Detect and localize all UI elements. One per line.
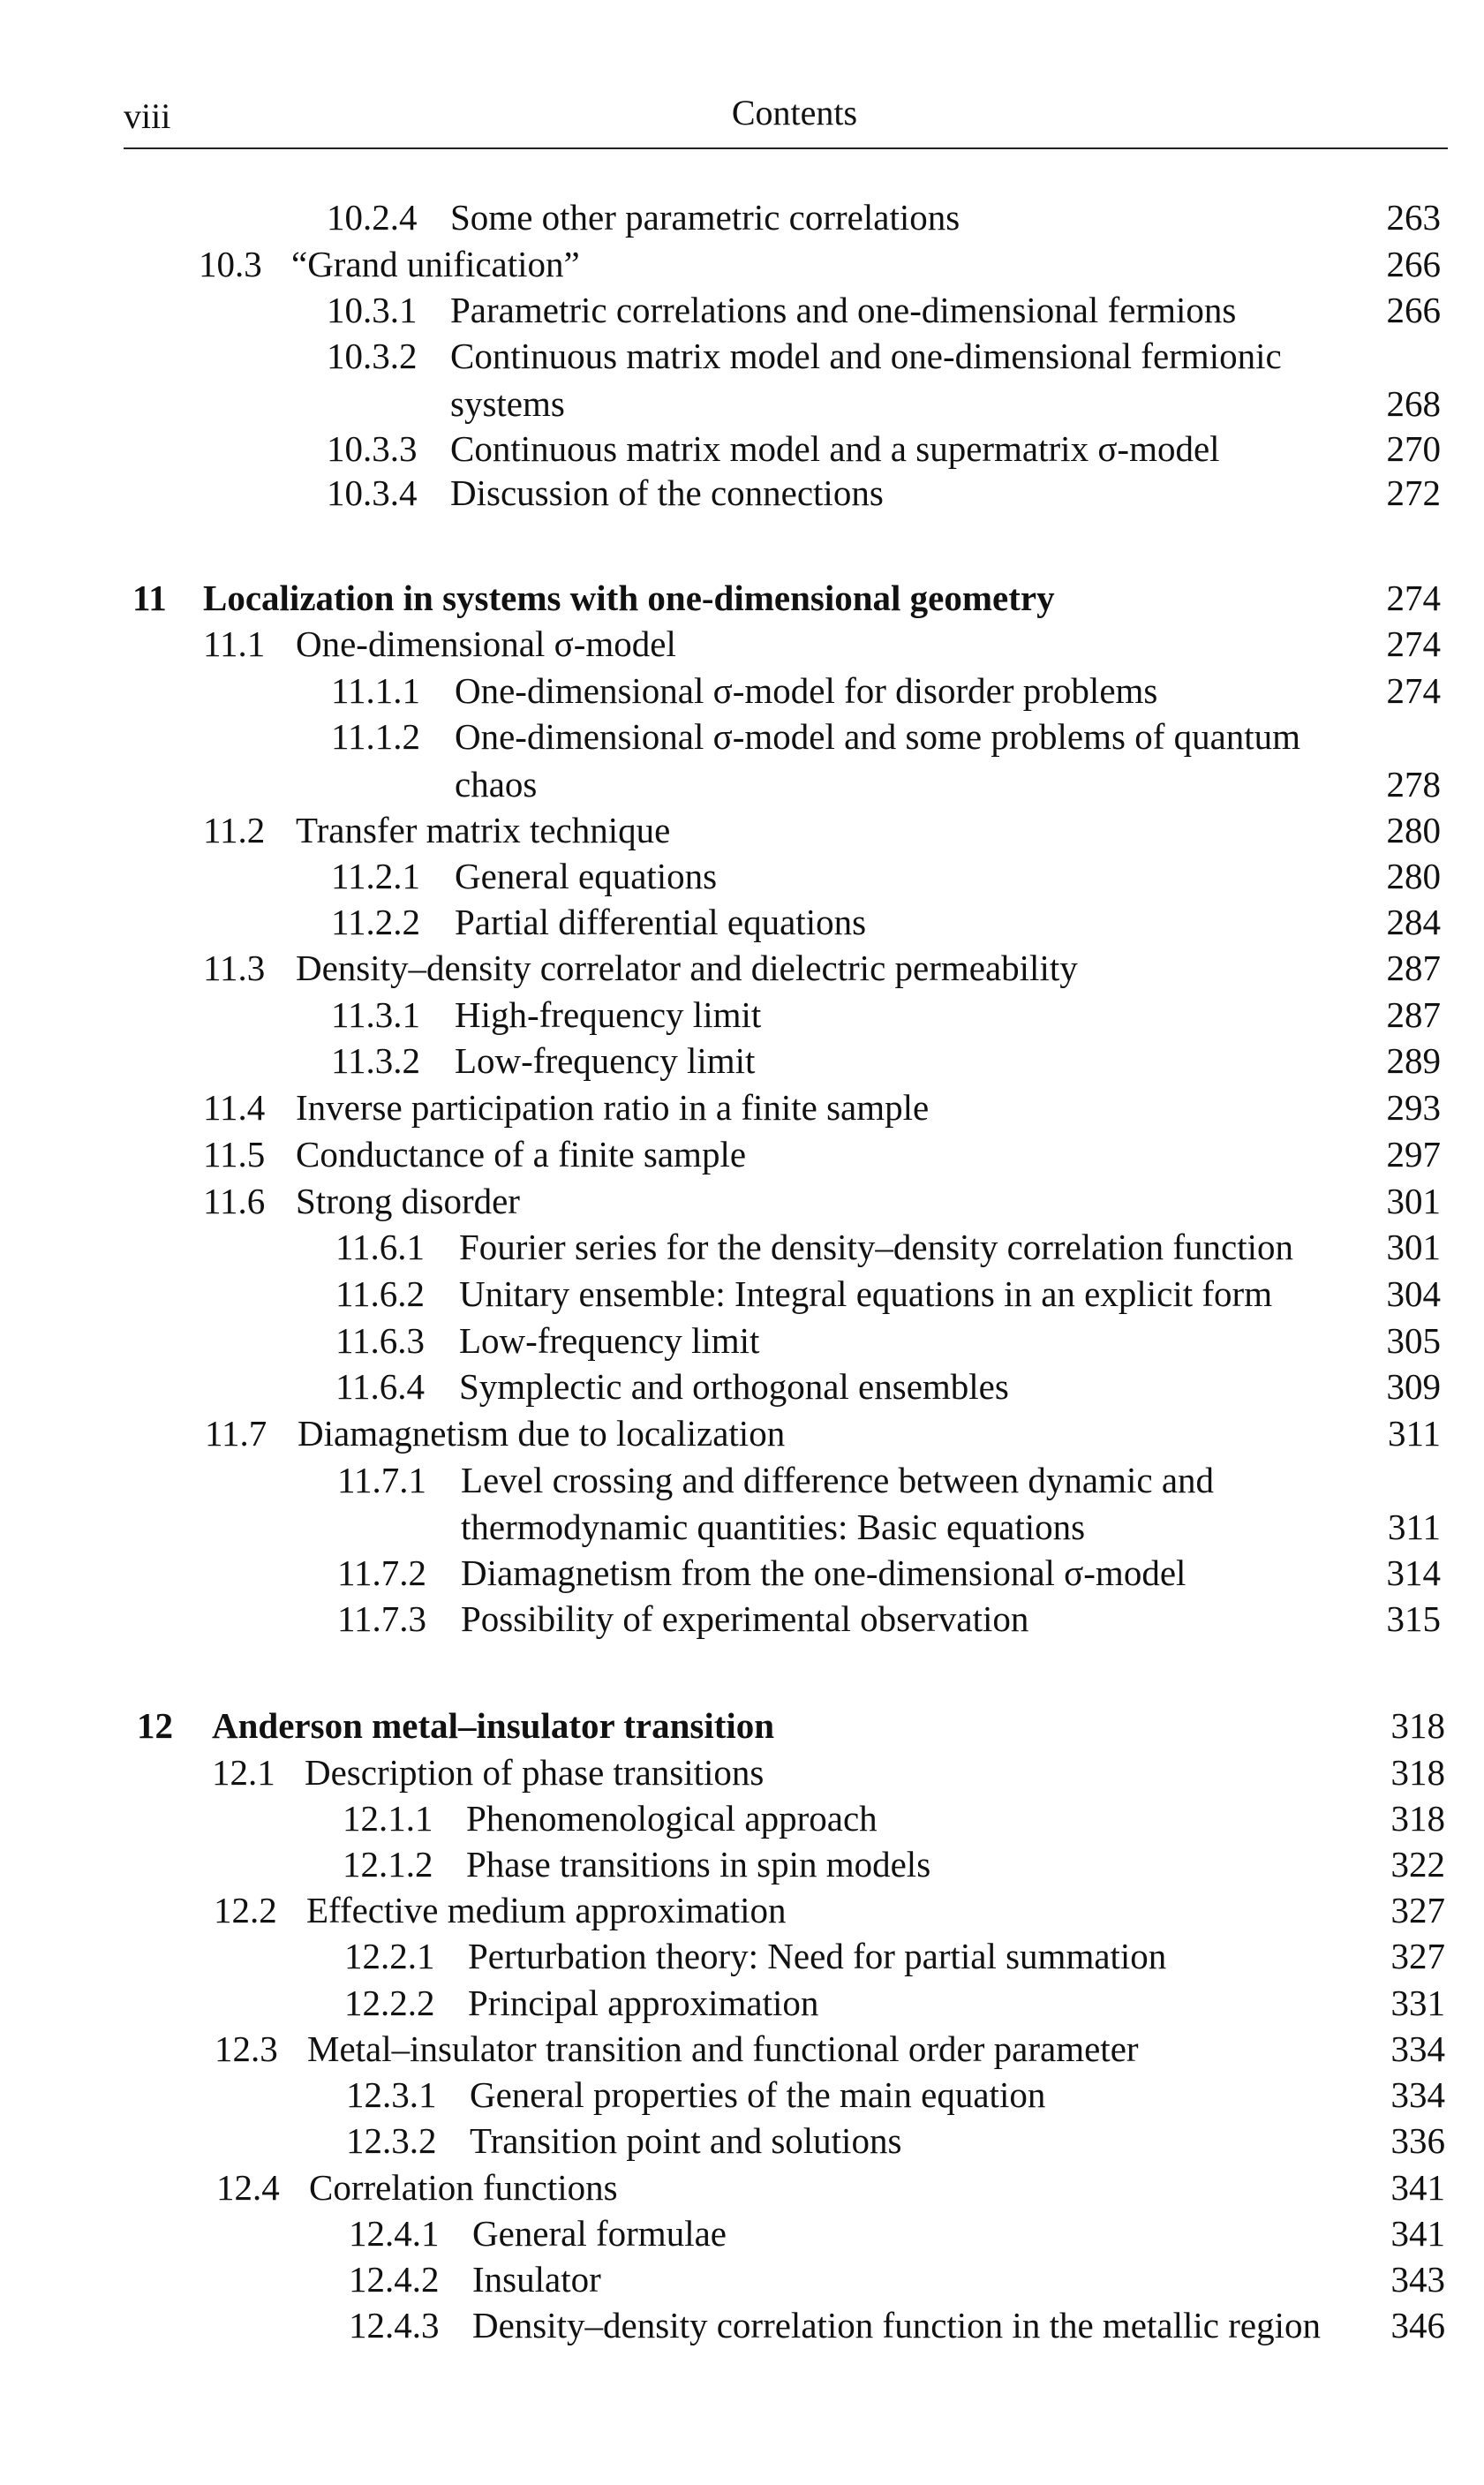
toc-entry-11-1[interactable] bbox=[203, 622, 1441, 666]
toc-entry-11-2-2[interactable] bbox=[331, 900, 1441, 944]
chapter-number: 12 bbox=[137, 1705, 173, 1746]
section-number: 11.7.3 bbox=[337, 1598, 426, 1639]
section-number: 12.2.2 bbox=[344, 1983, 435, 2023]
toc-entry-11-7-2[interactable] bbox=[337, 1551, 1441, 1595]
section-title: Symplectic and orthogonal ensembles bbox=[459, 1366, 1009, 1407]
section-title: Insulator bbox=[472, 2259, 601, 2300]
toc-entry-11-6-4[interactable] bbox=[335, 1364, 1441, 1409]
section-number: 12.1 bbox=[212, 1752, 275, 1793]
toc-entry-12-3[interactable] bbox=[215, 2027, 1445, 2071]
section-number: 11.6.1 bbox=[335, 1227, 425, 1267]
section-title: Correlation functions bbox=[309, 2167, 618, 2208]
section-title: Principal approximation bbox=[468, 1983, 819, 2023]
section-number: 12.4 bbox=[216, 2167, 280, 2208]
page-ref: 311 bbox=[1388, 1413, 1441, 1454]
toc-entry-12-4-1[interactable] bbox=[349, 2211, 1445, 2255]
section-number: 10.3.3 bbox=[327, 428, 418, 469]
page-ref: 274 bbox=[1386, 670, 1441, 711]
page-ref: 346 bbox=[1390, 2305, 1445, 2345]
page-ref: 341 bbox=[1390, 2167, 1445, 2208]
section-title: Continuous matrix model and a supermatrix σ-model bbox=[450, 428, 1220, 469]
section-title-continuation: chaos bbox=[455, 764, 538, 804]
section-title: One-dimensional σ-model and some problems of quantum bbox=[455, 716, 1301, 757]
section-title: Density–density correlation function in the metallic region bbox=[472, 2305, 1321, 2345]
toc-entry-11-7[interactable] bbox=[205, 1411, 1441, 1455]
section-title: Transition point and solutions bbox=[470, 2120, 902, 2161]
toc-entry-12-2-2[interactable] bbox=[344, 1981, 1445, 2025]
page-ref: 318 bbox=[1390, 1705, 1445, 1746]
page-ref: 268 bbox=[1386, 383, 1441, 424]
page-ref: 272 bbox=[1386, 472, 1441, 513]
toc-entry-10-2-4[interactable] bbox=[327, 195, 1441, 239]
page-ref: 266 bbox=[1386, 244, 1441, 284]
section-title: “Grand unification” bbox=[291, 244, 580, 284]
section-title: Level crossing and difference between dynamic and bbox=[461, 1460, 1215, 1500]
section-number: 11.6.4 bbox=[335, 1366, 425, 1407]
section-number: 10.3 bbox=[199, 244, 262, 284]
section-number: 11.3.2 bbox=[331, 1040, 420, 1081]
section-number: 11.7.1 bbox=[337, 1460, 426, 1500]
section-title: Effective medium approximation bbox=[306, 1890, 787, 1930]
section-title: Inverse participation ratio in a finite sample bbox=[296, 1087, 930, 1128]
section-number: 11.1 bbox=[203, 623, 266, 664]
page-ref: 301 bbox=[1386, 1181, 1441, 1221]
section-title: General equations bbox=[455, 856, 718, 896]
page-ref: 284 bbox=[1386, 902, 1441, 942]
section-title: Phenomenological approach bbox=[466, 1798, 878, 1839]
page-ref: 327 bbox=[1390, 1890, 1445, 1930]
page-ref: 280 bbox=[1386, 856, 1441, 896]
chapter-title: Localization in systems with one-dimensional geometry bbox=[203, 578, 1055, 618]
toc-entry-10-3-3[interactable] bbox=[327, 427, 1441, 471]
page-number: viii bbox=[124, 96, 171, 136]
page-ref: 322 bbox=[1390, 1844, 1445, 1885]
section-title: High-frequency limit bbox=[455, 994, 762, 1035]
section-number: 11.2.1 bbox=[331, 856, 420, 896]
section-number: 11.3.1 bbox=[331, 994, 420, 1035]
section-title: Description of phase transitions bbox=[305, 1752, 765, 1793]
page-ref: 305 bbox=[1386, 1320, 1441, 1361]
page-ref: 289 bbox=[1386, 1040, 1441, 1081]
toc-entry-11-6-2[interactable] bbox=[335, 1272, 1441, 1316]
section-title: Parametric correlations and one-dimensional fermions bbox=[450, 290, 1237, 330]
toc-entry-12-3-1[interactable] bbox=[346, 2073, 1445, 2117]
toc-entry-11-7-1[interactable] bbox=[337, 1458, 1441, 1502]
toc-entry-11-7-1-continuation[interactable] bbox=[461, 1505, 1441, 1549]
page-ref: 309 bbox=[1386, 1366, 1441, 1407]
page-ref: 266 bbox=[1386, 290, 1441, 330]
section-title: Phase transitions in spin models bbox=[466, 1844, 931, 1885]
page-ref: 327 bbox=[1390, 1936, 1445, 1976]
section-title-continuation: thermodynamic quantities: Basic equations bbox=[461, 1507, 1086, 1547]
running-title: Contents bbox=[731, 93, 858, 132]
section-number: 11.6.3 bbox=[335, 1320, 425, 1361]
section-title: Low-frequency limit bbox=[459, 1320, 760, 1361]
section-number: 11.1.1 bbox=[331, 670, 420, 711]
section-title: Discussion of the connections bbox=[450, 472, 884, 513]
toc-entry-12-1-1[interactable] bbox=[343, 1796, 1445, 1840]
section-title: General properties of the main equation bbox=[470, 2074, 1046, 2115]
section-number: 12.1.1 bbox=[343, 1798, 433, 1839]
section-number: 11.6 bbox=[203, 1181, 266, 1221]
section-number: 11.5 bbox=[203, 1134, 266, 1175]
toc-entry-11-3-1[interactable] bbox=[331, 993, 1441, 1037]
section-number: 11.3 bbox=[203, 948, 266, 988]
section-title: Possibility of experimental observation bbox=[461, 1598, 1029, 1639]
toc-entry-11-1-2-continuation[interactable] bbox=[455, 762, 1441, 806]
section-title: Partial differential equations bbox=[455, 902, 867, 942]
page-ref: 301 bbox=[1386, 1227, 1441, 1267]
toc-entry-12-3-2[interactable] bbox=[346, 2119, 1445, 2163]
chapter-title: Anderson metal–insulator transition bbox=[212, 1705, 775, 1746]
page-ref: 336 bbox=[1390, 2120, 1445, 2161]
section-number: 12.4.3 bbox=[349, 2305, 440, 2345]
toc-entry-11-3-2[interactable] bbox=[331, 1039, 1441, 1083]
section-title: Transfer matrix technique bbox=[296, 810, 671, 850]
section-number: 12.3 bbox=[215, 2028, 278, 2069]
page-ref: 274 bbox=[1386, 623, 1441, 664]
section-title: Diamagnetism due to localization bbox=[298, 1413, 786, 1454]
section-title: Some other parametric correlations bbox=[450, 197, 960, 238]
page-ref: 343 bbox=[1390, 2259, 1445, 2300]
section-number: 11.6.2 bbox=[335, 1273, 425, 1314]
section-title: Fourier series for the density–density correlation function bbox=[459, 1227, 1294, 1267]
toc-entry-12-1[interactable] bbox=[212, 1750, 1445, 1794]
chapter-number: 11 bbox=[132, 578, 167, 618]
toc-entry-11-2[interactable] bbox=[203, 808, 1441, 852]
page-ref: 297 bbox=[1386, 1134, 1441, 1175]
section-title: Metal–insulator transition and functional order parameter bbox=[307, 2028, 1139, 2069]
section-title: Perturbation theory: Need for partial summation bbox=[468, 1936, 1167, 1976]
page-ref: 334 bbox=[1390, 2028, 1445, 2069]
section-title: Low-frequency limit bbox=[455, 1040, 756, 1081]
section-title: Unitary ensemble: Integral equations in an explicit form bbox=[459, 1273, 1273, 1314]
section-number: 10.3.1 bbox=[327, 290, 418, 330]
section-number: 12.3.1 bbox=[346, 2074, 437, 2115]
section-number: 11.7.2 bbox=[337, 1552, 426, 1593]
section-title: General formulae bbox=[472, 2213, 727, 2254]
page-ref: 270 bbox=[1386, 428, 1441, 469]
toc-entry-12-4-2[interactable] bbox=[349, 2257, 1445, 2301]
section-number: 11.7 bbox=[205, 1413, 267, 1454]
toc-chapter-11[interactable] bbox=[132, 576, 1441, 620]
section-number: 11.1.2 bbox=[331, 716, 420, 757]
toc-entry-10-3-2[interactable] bbox=[327, 334, 1441, 378]
page-ref: 334 bbox=[1390, 2074, 1445, 2115]
section-number: 11.2.2 bbox=[331, 902, 420, 942]
section-number: 12.4.1 bbox=[349, 2213, 440, 2254]
section-title: Conductance of a finite sample bbox=[296, 1134, 747, 1175]
toc-entry-11-1-2[interactable] bbox=[331, 714, 1441, 759]
section-number: 12.2.1 bbox=[344, 1936, 435, 1976]
page-ref: 318 bbox=[1390, 1752, 1445, 1793]
page-ref: 278 bbox=[1386, 764, 1441, 804]
toc-entry-10-3[interactable] bbox=[199, 242, 1441, 286]
page-ref: 263 bbox=[1386, 197, 1441, 238]
section-number: 10.2.4 bbox=[327, 197, 418, 238]
section-title-continuation: systems bbox=[450, 383, 565, 424]
page-ref: 293 bbox=[1386, 1087, 1441, 1128]
toc-entry-10-3-2-continuation[interactable] bbox=[450, 381, 1441, 426]
toc-entry-10-3-1[interactable] bbox=[327, 288, 1441, 332]
section-title: One-dimensional σ-model bbox=[296, 623, 676, 664]
page-ref: 304 bbox=[1386, 1273, 1441, 1314]
page-ref: 280 bbox=[1386, 810, 1441, 850]
toc-entry-11-3[interactable] bbox=[203, 946, 1441, 990]
page-ref: 341 bbox=[1390, 2213, 1445, 2254]
section-title: Continuous matrix model and one-dimensional fermionic bbox=[450, 336, 1282, 376]
toc-entry-12-1-2[interactable] bbox=[343, 1842, 1445, 1886]
toc-entry-11-2-1[interactable] bbox=[331, 854, 1441, 898]
section-title: Strong disorder bbox=[296, 1181, 520, 1221]
toc-chapter-12[interactable] bbox=[137, 1703, 1445, 1748]
toc-entry-11-5[interactable] bbox=[203, 1132, 1441, 1176]
section-number: 12.2 bbox=[214, 1890, 277, 1930]
section-number: 12.4.2 bbox=[349, 2259, 440, 2300]
page-ref: 311 bbox=[1388, 1507, 1441, 1547]
section-number: 11.4 bbox=[203, 1087, 266, 1128]
page-ref: 274 bbox=[1386, 578, 1441, 618]
toc-entry-12-4[interactable] bbox=[216, 2165, 1445, 2209]
toc-entry-11-6-1[interactable] bbox=[335, 1225, 1441, 1269]
toc-entry-12-2-1[interactable] bbox=[344, 1934, 1445, 1978]
toc-entry-12-4-3[interactable] bbox=[349, 2303, 1445, 2347]
page-ref: 315 bbox=[1386, 1598, 1441, 1639]
section-number: 12.1.2 bbox=[343, 1844, 433, 1885]
toc-entry-11-6-3[interactable] bbox=[335, 1318, 1441, 1363]
page-ref: 314 bbox=[1386, 1552, 1441, 1593]
section-title: One-dimensional σ-model for disorder problems bbox=[455, 670, 1158, 711]
page-ref: 318 bbox=[1390, 1798, 1445, 1839]
toc-entry-11-6[interactable] bbox=[203, 1179, 1441, 1223]
section-number: 10.3.2 bbox=[327, 336, 418, 376]
section-title: Diamagnetism from the one-dimensional σ-model bbox=[461, 1552, 1186, 1593]
page-ref: 331 bbox=[1390, 1983, 1445, 2023]
toc-entry-11-1-1[interactable] bbox=[331, 668, 1441, 713]
page-ref: 287 bbox=[1386, 948, 1441, 988]
toc-entry-11-7-3[interactable] bbox=[337, 1597, 1441, 1641]
toc-entry-12-2[interactable] bbox=[214, 1888, 1445, 1932]
section-title: Density–density correlator and dielectric permeability bbox=[296, 948, 1078, 988]
section-number: 12.3.2 bbox=[346, 2120, 437, 2161]
section-number: 10.3.4 bbox=[327, 472, 418, 513]
section-number: 11.2 bbox=[203, 810, 266, 850]
toc-entry-10-3-4[interactable] bbox=[327, 471, 1441, 515]
toc-entry-11-4[interactable] bbox=[203, 1085, 1441, 1129]
page-ref: 287 bbox=[1386, 994, 1441, 1035]
